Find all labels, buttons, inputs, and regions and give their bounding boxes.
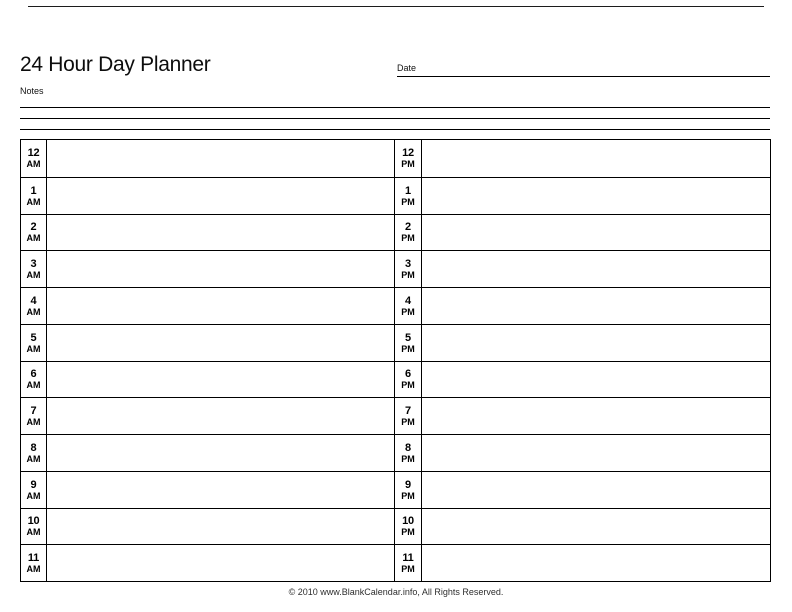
entry-cell-pm	[422, 287, 770, 324]
time-label-pm	[395, 140, 422, 177]
entry-cell-am	[47, 177, 395, 214]
time-label-am	[21, 324, 47, 361]
meridiem-label: PM	[401, 306, 415, 317]
hour-number: 11	[402, 552, 414, 565]
time-label-pm	[395, 471, 422, 508]
meridiem-label: PM	[401, 270, 415, 281]
meridiem-label: AM	[26, 417, 41, 428]
hour-number: 1	[30, 184, 37, 197]
hour-number: 5	[405, 331, 411, 344]
hour-number: 10	[27, 515, 40, 528]
meridiem-label: AM	[26, 527, 41, 538]
time-label-am	[21, 397, 47, 434]
meridiem-label: AM	[26, 306, 41, 317]
notes-ruled-line	[20, 118, 770, 119]
time-label-pm	[395, 361, 422, 398]
hour-number: 3	[30, 258, 37, 271]
meridiem-label: AM	[26, 564, 41, 575]
meridiem-label: PM	[401, 490, 415, 501]
time-label-pm	[395, 508, 422, 545]
meridiem-label: PM	[401, 564, 415, 575]
meridiem-label: AM	[26, 196, 41, 207]
hour-number: 2	[30, 221, 37, 234]
entry-cell-am	[47, 361, 395, 398]
hour-number: 7	[30, 405, 37, 418]
entry-cell-pm	[422, 324, 770, 361]
meridiem-label: PM	[401, 159, 415, 170]
entry-cell-am	[47, 508, 395, 545]
time-label-pm	[395, 177, 422, 214]
time-label-pm	[395, 434, 422, 471]
entry-cell-pm	[422, 140, 770, 177]
meridiem-label: PM	[401, 527, 415, 538]
entry-cell-am	[47, 287, 395, 324]
time-label-pm	[395, 287, 422, 324]
meridiem-label: AM	[26, 343, 41, 354]
time-label-am	[21, 214, 47, 251]
meridiem-label: PM	[401, 417, 415, 428]
time-label-pm	[395, 214, 422, 251]
entry-cell-am	[47, 214, 395, 251]
time-label-pm	[395, 397, 422, 434]
hour-number: 5	[30, 331, 37, 344]
time-label-am	[21, 544, 47, 581]
hour-number: 4	[30, 294, 37, 307]
hour-number: 3	[405, 258, 411, 271]
copyright-text: © 2010 www.BlankCalendar.info, All Rights Reserved.	[288, 587, 504, 597]
meridiem-label: AM	[26, 270, 41, 281]
meridiem-label: AM	[26, 453, 41, 464]
time-label-pm	[395, 250, 422, 287]
time-label-am	[21, 250, 47, 287]
entry-cell-pm	[422, 214, 770, 251]
hour-number: 6	[30, 368, 37, 381]
entry-cell-am	[47, 471, 395, 508]
hour-number: 4	[405, 294, 411, 307]
hour-number: 9	[30, 478, 37, 491]
entry-cell-am	[47, 397, 395, 434]
time-label-am	[21, 471, 47, 508]
meridiem-label: PM	[401, 343, 415, 354]
meridiem-label: PM	[401, 196, 415, 207]
page-title: 24 Hour Day Planner	[20, 53, 211, 76]
hour-number: 8	[30, 441, 37, 454]
entry-cell-pm	[422, 434, 770, 471]
entry-cell-am	[47, 544, 395, 581]
meridiem-label: PM	[401, 380, 415, 391]
hour-number: 1	[405, 184, 411, 197]
hour-number: 8	[405, 441, 411, 454]
notes-ruled-line	[20, 107, 770, 108]
hour-number: 2	[405, 221, 411, 234]
time-label-pm	[395, 324, 422, 361]
time-label-am	[21, 287, 47, 324]
time-label-am	[21, 177, 47, 214]
hour-number: 12	[27, 147, 40, 160]
meridiem-label: AM	[26, 159, 41, 170]
meridiem-label: AM	[26, 380, 41, 391]
planner-table	[20, 139, 771, 582]
date-field-group	[397, 63, 770, 77]
hour-number: 10	[402, 515, 414, 528]
meridiem-label: PM	[401, 233, 415, 244]
time-label-am	[21, 508, 47, 545]
notes-ruled-line	[20, 129, 770, 130]
hour-number: 9	[405, 478, 411, 491]
entry-cell-am	[47, 250, 395, 287]
entry-cell-pm	[422, 544, 770, 581]
time-label-pm	[395, 544, 422, 581]
time-label-am	[21, 361, 47, 398]
entry-cell-pm	[422, 397, 770, 434]
hour-number: 6	[405, 368, 411, 381]
meridiem-label: AM	[26, 490, 41, 501]
date-label: Date	[397, 63, 417, 73]
time-label-am	[21, 434, 47, 471]
date-fill-in-line	[397, 76, 770, 77]
entry-cell-pm	[422, 361, 770, 398]
entry-cell-pm	[422, 508, 770, 545]
hour-number: 7	[405, 405, 411, 418]
top-divider-rule	[28, 6, 764, 7]
entry-cell-am	[47, 140, 395, 177]
entry-cell-pm	[422, 250, 770, 287]
time-label-am	[21, 140, 47, 177]
entry-cell-am	[47, 324, 395, 361]
entry-cell-pm	[422, 471, 770, 508]
hour-number: 12	[402, 147, 414, 160]
meridiem-label: PM	[401, 453, 415, 464]
meridiem-label: AM	[26, 233, 41, 244]
notes-label: Notes	[20, 86, 44, 96]
entry-cell-pm	[422, 177, 770, 214]
entry-cell-am	[47, 434, 395, 471]
hour-number: 11	[27, 552, 40, 565]
